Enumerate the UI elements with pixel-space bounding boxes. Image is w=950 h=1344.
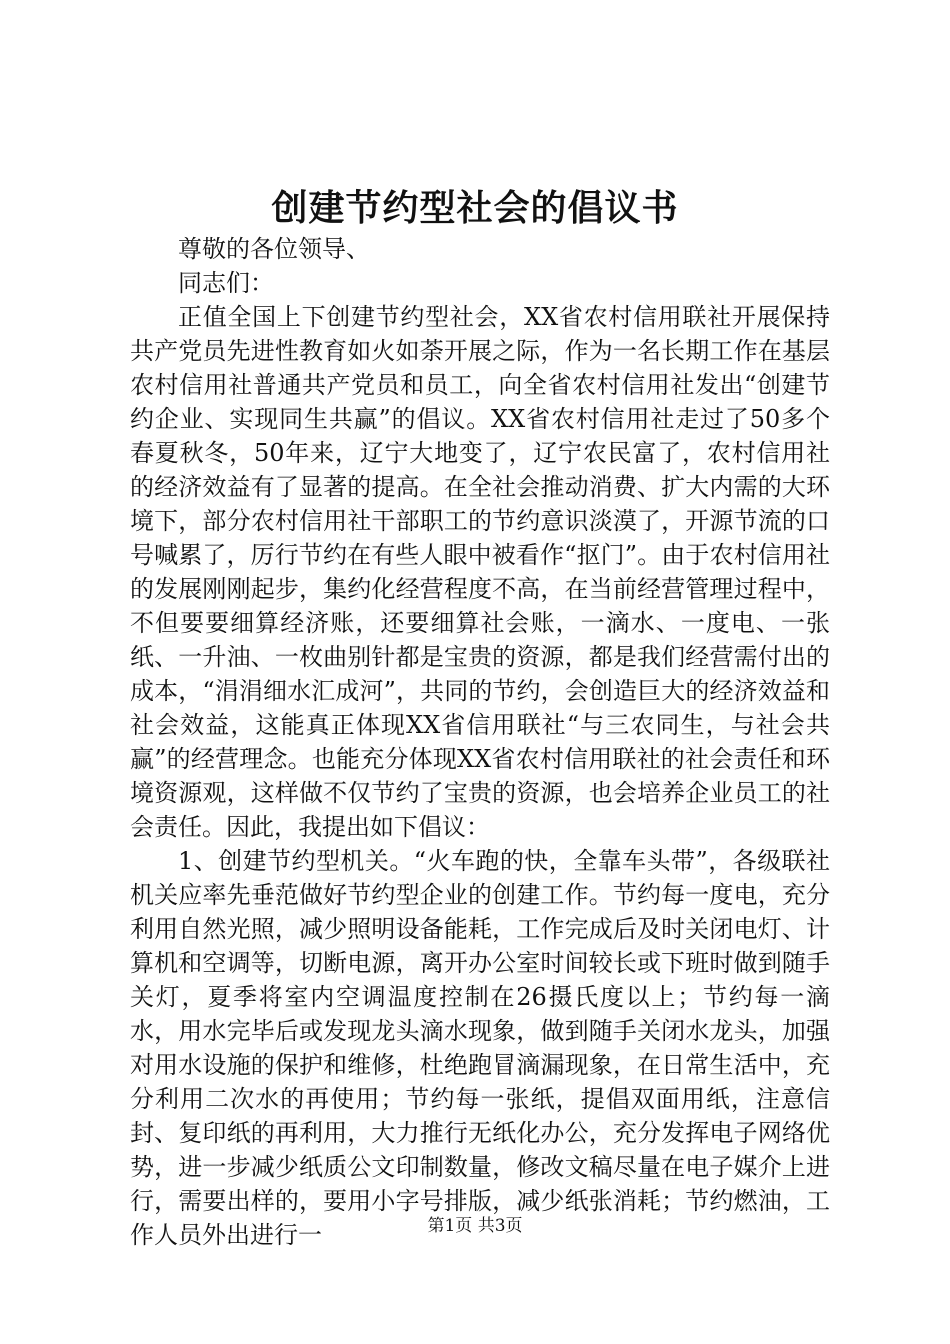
document-body — [130, 232, 830, 1252]
body-paragraph: 1、创建节约型机关。“火车跑的快，全靠车头带”，各级联社机关应率先垂范做好节约型企业的创建工作。节约每一度电，充分利用自然光照，减少照明设备能耗，工作完成后及时关闭电灯、计算机和空调等，切断电源，离开办公室时间较长或下班时做到随手关灯，夏季将室内空调温度控制在26摄氏度以上；节约每一滴水，用水完毕后或发现龙头滴水现象，做到随手关闭水龙头，加强对用水设施的保护和维修，杜绝跑冒滴漏现象，在日常生活中，充分利用二次水的再使用；节约每一张纸，提倡双面用纸，注意信封、复印纸的再利用，大力推行无纸化办公，充分发挥电子网络优势，进一步减少纸质公文印制数量，修改文稿尽量在电子媒介上进行，需要出样的，要用小字号排版，减少纸张消耗；节约燃油，工作人员外出进行一 — [130, 847, 830, 1249]
document-title: 创建节约型社会的倡议书 — [271, 187, 679, 229]
page-number-footer: 第1页 共3页 — [427, 1216, 523, 1236]
salutation-line: 同志们： — [178, 269, 274, 297]
body-paragraph: 正值全国上下创建节约型社会，XX省农村信用联社开展保持共产党员先进性教育如火如荼开展之际，作为一名长期工作在基层农村信用社普通共产党员和员工，向全省农村信用社发出“创建节约企业、实现同生共赢”的倡议。XX省农村信用社走过了50多个春夏秋冬，50年来，辽宁大地变了，辽宁农民富了，农村信用社的经济效益有了显著的提高。在全社会推动消费、扩大内需的大环境下，部分农村信用社干部职工的节约意识淡漠了，开源节流的口号喊累了，厉行节约在有些人眼中被看作“抠门”。由于农村信用社的发展刚刚起步，集约化经营程度不高，在当前经营管理过程中，不但要要细算经济账，还要细算社会账，一滴水、一度电、一张纸、一升油、一枚曲别针都是宝贵的资源，都是我们经营需付出的成本，“涓涓细水汇成河”，共同的节约，会创造巨大的经济效益和社会效益，这能真正体现XX省信用联社“与三农同生，与社会共赢”的经营理念。也能充分体现XX省农村信用联社的社会责任和环境资源观，这样做不仅节约了宝贵的资源，也会培养企业员工的社会责任。因此，我提出如下倡议： — [130, 303, 830, 841]
salutation-line: 尊敬的各位领导、 — [178, 235, 370, 263]
